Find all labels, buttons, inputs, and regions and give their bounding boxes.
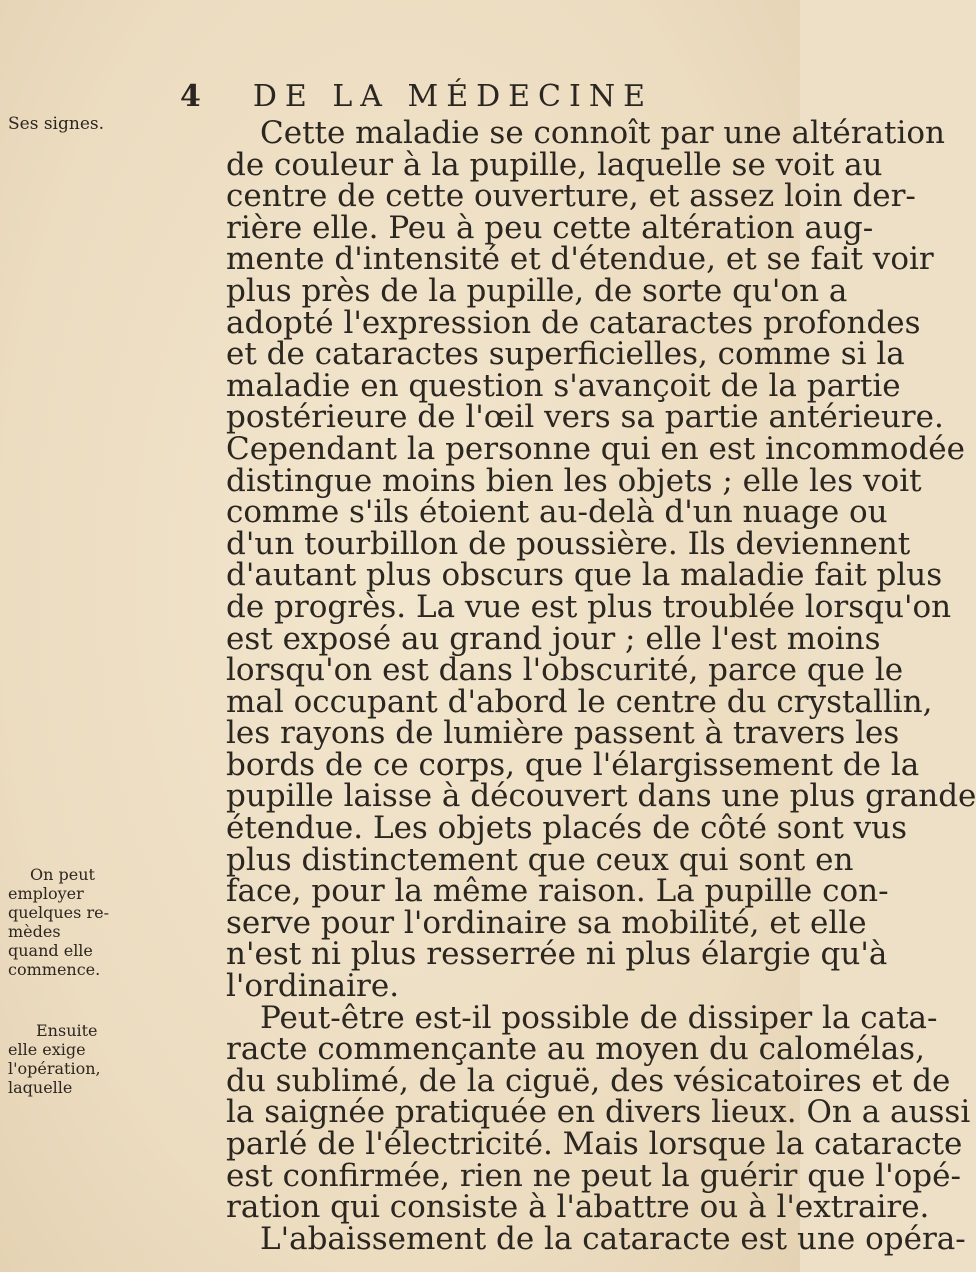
text-line: de progrès. La vue est plus troublée lorsqu'on	[226, 588, 952, 625]
text-line: distingue moins bien les objets ; elle les voit	[226, 462, 922, 499]
text-line: racte commençante au moyen du calomélas,	[226, 1031, 925, 1068]
text-line: plus distinctement que ceux qui sont en	[226, 841, 854, 878]
body-text	[226, 115, 976, 1257]
margin-note-line: commence.	[8, 960, 101, 979]
running-title: DE LA MÉDECINE	[252, 78, 654, 114]
text-line: d'autant plus obscurs que la maladie fait plus	[226, 557, 943, 594]
page-number: 4	[180, 78, 201, 114]
text-line: de couleur à la pupille, laquelle se voit au	[226, 146, 883, 183]
text-line: Cette maladie se connoît par une altération	[260, 115, 945, 151]
text-line: les rayons de lumière passent à travers les	[226, 715, 900, 752]
margin-note-line: Ses signes.	[8, 114, 105, 134]
margin-note-line: employer	[8, 884, 84, 903]
text-line: face, pour la même raison. La pupille con-	[226, 873, 889, 910]
margin-note-line: On peut	[30, 865, 95, 884]
text-line: la saignée pratiquée en divers lieux. On a aussi	[226, 1094, 971, 1131]
text-line: L'abaissement de la cataracte est une opéra-	[260, 1220, 966, 1257]
text-line: Peut-être est-il possible de dissiper la cata-	[260, 999, 938, 1036]
running-header	[180, 74, 700, 118]
text-line: adopté l'expression de cataractes profondes	[226, 304, 921, 341]
text-line: est exposé au grand jour ; elle l'est moins	[226, 620, 881, 657]
text-line: maladie en question s'avançoit de la partie	[226, 367, 901, 404]
margin-note-line: Ensuite	[36, 1021, 98, 1040]
text-line: d'un tourbillon de poussière. Ils deviennent	[226, 525, 911, 562]
margin-note-line: mèdes	[8, 922, 61, 941]
text-line: serve pour l'ordinaire sa mobilité, et elle	[226, 904, 867, 941]
margin-note-line: quelques re-	[8, 903, 109, 922]
text-line: comme s'ils étoient au-delà d'un nuage ou	[226, 494, 888, 531]
text-line: n'est ni plus resserrée ni plus élargie qu'à	[226, 936, 888, 973]
text-line: et de cataractes superficielles, comme si la	[226, 336, 905, 373]
margin-note-line: laquelle	[8, 1078, 73, 1097]
text-line: parlé de l'électricité. Mais lorsque la cataracte	[226, 1126, 963, 1162]
text-line: du sublimé, de la ciguë, des vésicatoires et de	[226, 1062, 951, 1099]
margin-note-line: quand elle	[8, 941, 93, 960]
text-line: est confirmée, rien ne peut la guérir que l'opé-	[226, 1157, 961, 1194]
margin-note-signes	[8, 115, 123, 134]
margin-note-operation	[8, 1021, 123, 1097]
text-line: Cependant la personne qui en est incommodée	[226, 430, 965, 467]
margin-note-line: elle exige	[8, 1040, 86, 1059]
text-line: bords de ce corps, que l'élargissement de la	[226, 746, 920, 783]
margin-note-remedes	[8, 865, 123, 979]
text-line: mal occupant d'abord le centre du crystallin,	[226, 683, 933, 720]
text-line: postérieure de l'œil vers sa partie antérieure.	[226, 399, 944, 436]
text-line: étendue. Les objets placés de côté sont vus	[226, 810, 908, 847]
margin-note-line: l'opération,	[8, 1059, 101, 1078]
text-line: centre de cette ouverture, et assez loin der-	[226, 178, 916, 215]
text-line: pupille laisse à découvert dans une plus grande	[226, 778, 976, 815]
text-line: l'ordinaire.	[226, 968, 400, 1005]
text-line: rière elle. Peu à peu cette altération aug-	[226, 209, 874, 246]
text-line: ration qui consiste à l'abattre ou à l'extraire.	[226, 1189, 930, 1226]
text-line: plus près de la pupille, de sorte qu'on a	[226, 272, 848, 309]
text-line: lorsqu'on est dans l'obscurité, parce que le	[226, 652, 904, 689]
text-line: mente d'intensité et d'étendue, et se fait voir	[226, 241, 934, 278]
